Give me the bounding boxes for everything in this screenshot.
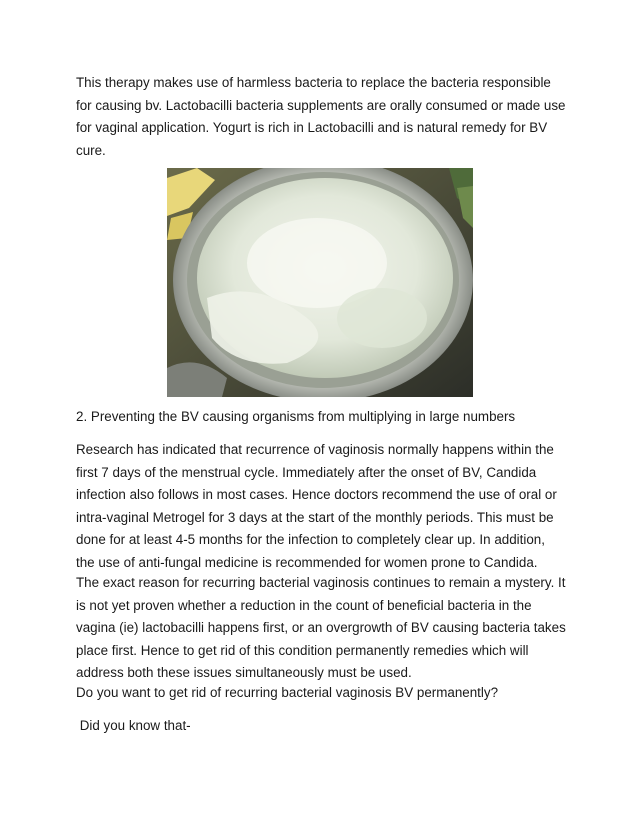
yogurt-bowl-image bbox=[167, 168, 473, 397]
paragraph-mystery: The exact reason for recurring bacterial vaginosis continues to remain a mystery. It is not yet proven whether a reduction in the count of beneficial bacteria in the vagina (ie) lactobacilli happens first, or an overgrowth of BV causing bacteria takes place first. Hence to get rid of this condition permanently remedies which will address both these issues simultaneously must be used. bbox=[76, 575, 566, 680]
paragraph-probiotic-therapy: This therapy makes use of harmless bacteria to replace the bacteria responsible for causing bv. Lactobacilli bacteria supplements are orally consumed or made use for vaginal application. Yogurt is rich in Lactobacilli and is natural remedy for BV cure. bbox=[76, 75, 566, 158]
paragraph-did-you-know: Did you know that- bbox=[76, 718, 191, 733]
yogurt-bowl-photo bbox=[167, 168, 473, 397]
section-heading: 2. Preventing the BV causing organisms from multiplying in large numbers bbox=[76, 409, 516, 424]
paragraph-research: Research has indicated that recurrence of vaginosis normally happens within the first 7 days of the menstrual cycle. Immediately after the onset of BV, Candida infection also follows in most cases. Hence doctors recommend the use of oral or intra-vaginal Metrogel for 3 days at the start of the monthly periods. This must be done for at least 4-5 months for the infection to completely clear up. In addition, the use of anti-fungal medicine is recommended for women prone to Candida. bbox=[76, 442, 557, 570]
paragraph-question: Do you want to get rid of recurring bacterial vaginosis BV permanently? bbox=[76, 685, 499, 700]
